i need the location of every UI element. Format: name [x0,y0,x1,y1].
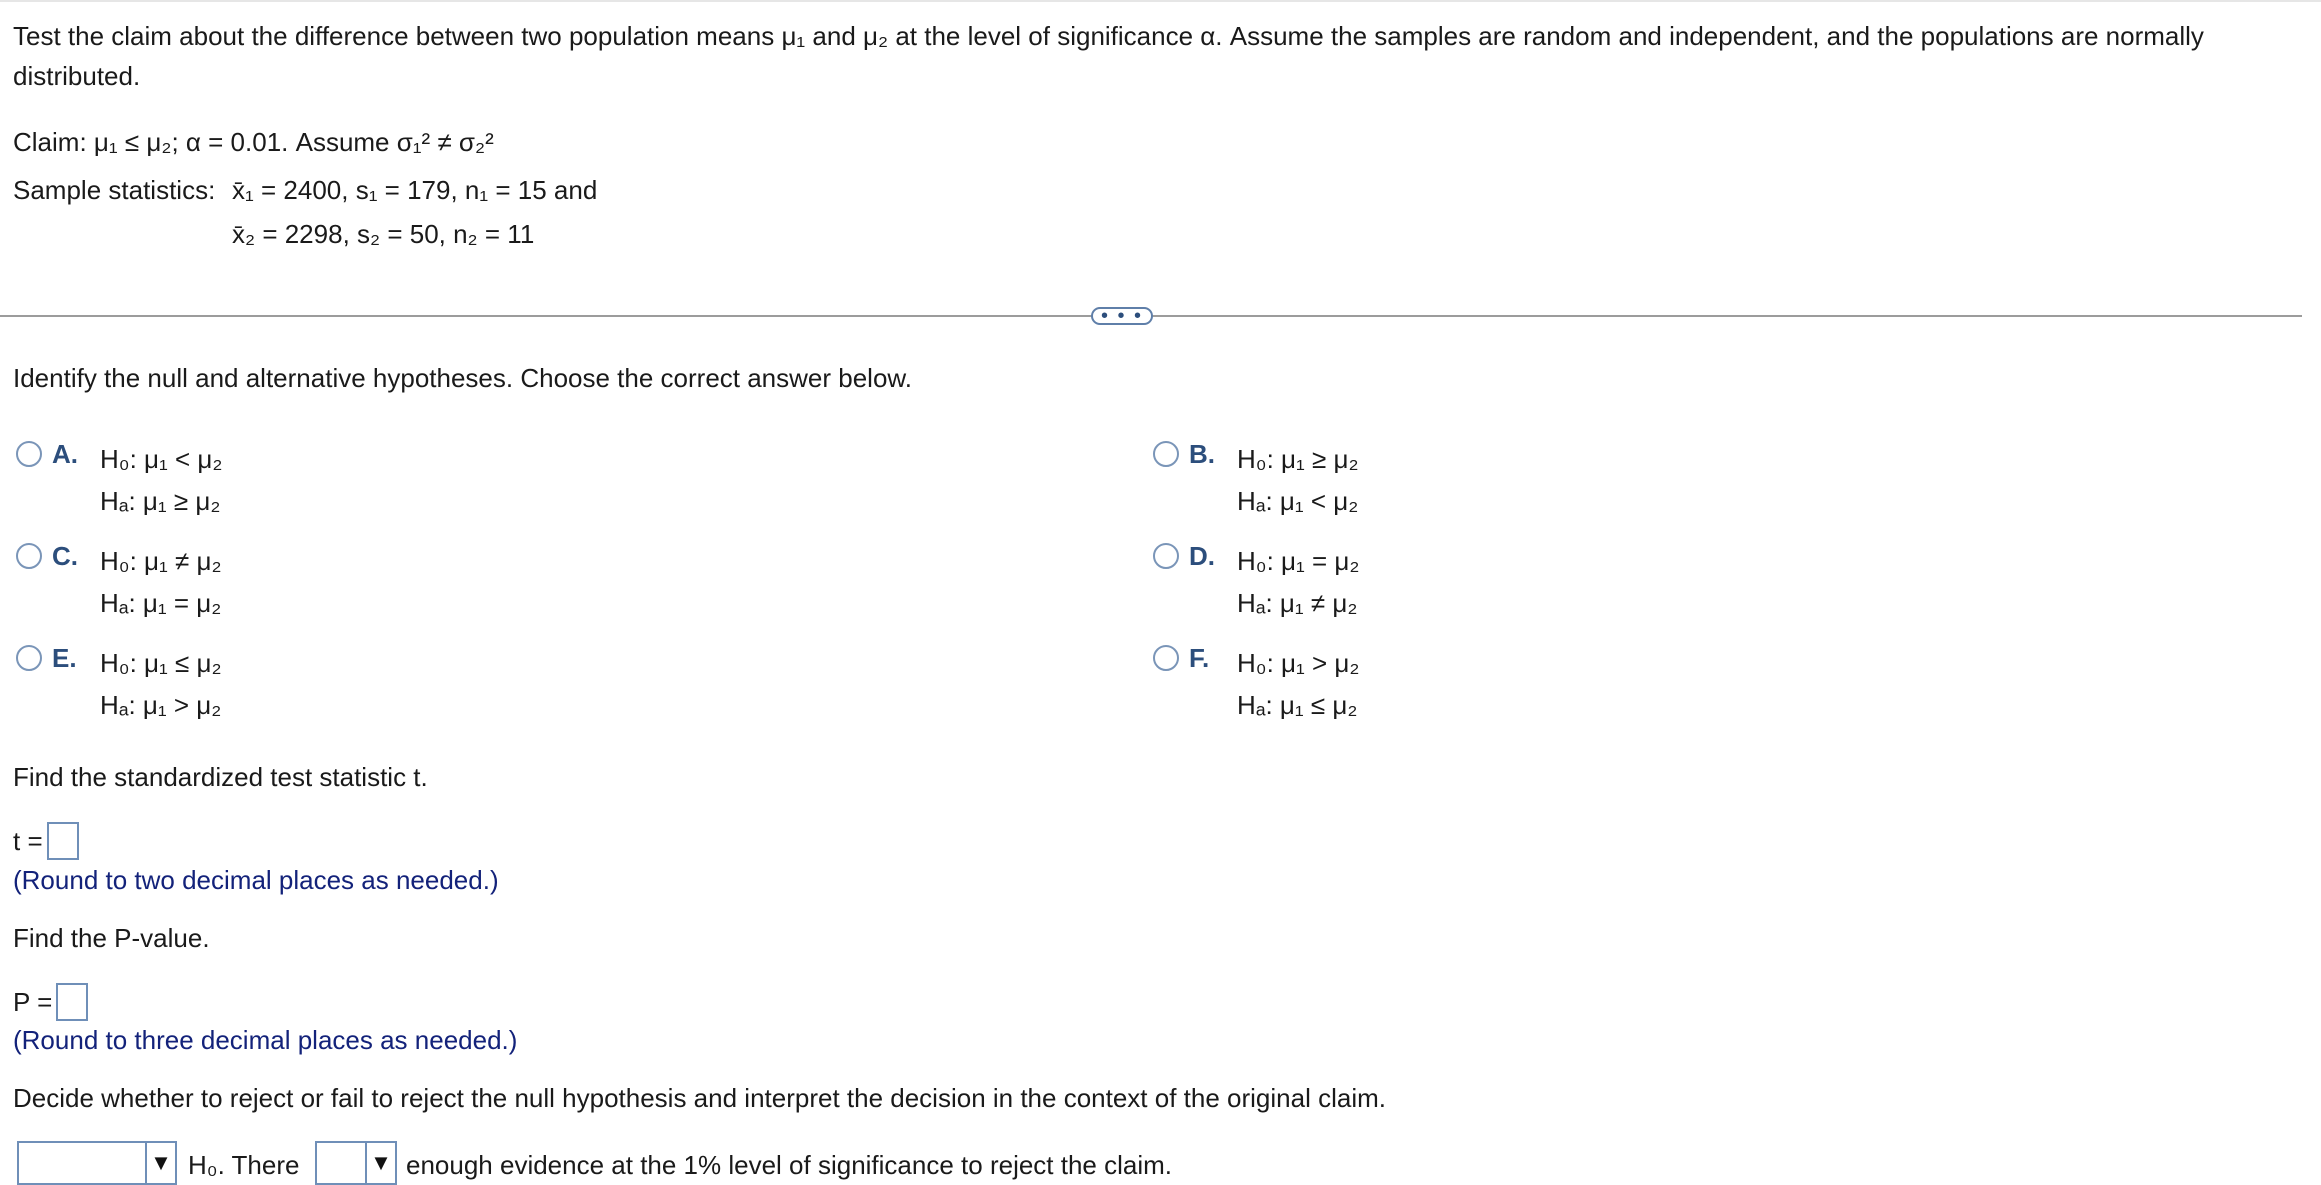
reject-decision-dropdown[interactable] [17,1141,177,1185]
option-b-letter: B. [1189,439,1215,469]
radio-option-e[interactable] [16,645,42,671]
option-d-null: H₀: μ₁ = μ₂ [1237,546,1360,576]
sample-stats-line2: x̄₂ = 2298, s₂ = 50, n₂ = 11 [232,219,535,249]
dropdown-arrow-icon: ▼ [365,1143,395,1183]
option-c-alt: Hₐ: μ₁ = μ₂ [100,588,222,618]
sample-stats-line1: x̄₁ = 2400, s₁ = 179, n₁ = 15 and [232,175,598,205]
t-label: t = [13,826,43,856]
option-a-alt: Hₐ: μ₁ ≥ μ₂ [100,486,221,516]
dropdown-arrow-icon: ▼ [145,1143,175,1183]
option-c-null: H₀: μ₁ ≠ μ₂ [100,546,222,576]
option-e-alt: Hₐ: μ₁ > μ₂ [100,690,222,720]
option-d-letter: D. [1189,541,1215,571]
option-c-letter: C. [52,541,78,571]
option-e-null: H₀: μ₁ ≤ μ₂ [100,648,222,678]
p-value-prompt: Find the P-value. [13,923,210,953]
test-statistic-prompt: Find the standardized test statistic t. [13,762,428,792]
option-f-null: H₀: μ₁ > μ₂ [1237,648,1360,678]
decision-prompt: Decide whether to reject or fail to reject the null hypothesis and interpret the decision in the context of the original claim. [13,1083,1386,1113]
option-f-alt: Hₐ: μ₁ ≤ μ₂ [1237,690,1358,720]
option-e-letter: E. [52,643,77,673]
radio-option-d[interactable] [1153,543,1179,569]
t-answer-input[interactable] [47,822,79,860]
t-round-hint: (Round to two decimal places as needed.) [13,865,499,895]
radio-option-c[interactable] [16,543,42,569]
problem-intro-line2: distributed. [13,61,141,91]
decision-text-end: enough evidence at the 1% level of significance to reject the claim. [406,1150,1173,1180]
option-b-alt: Hₐ: μ₁ < μ₂ [1237,486,1359,516]
decision-text-mid: H₀. There [188,1150,300,1180]
expand-more-button[interactable]: • • • [1091,307,1153,325]
hypotheses-prompt: Identify the null and alternative hypotheses. Choose the correct answer below. [13,363,912,393]
option-a[interactable] [16,438,222,522]
radio-option-a[interactable] [16,441,42,467]
p-label: P = [13,987,53,1017]
option-d[interactable] [1153,540,1359,624]
option-a-letter: A. [52,439,78,469]
option-f[interactable] [1153,642,1359,726]
p-value-row [13,983,88,1021]
radio-option-b[interactable] [1153,441,1179,467]
option-f-letter: F. [1189,643,1210,673]
p-round-hint: (Round to three decimal places as needed.) [13,1025,518,1055]
option-b-null: H₀: μ₁ ≥ μ₂ [1237,444,1359,474]
evidence-dropdown[interactable] [315,1141,397,1185]
radio-option-f[interactable] [1153,645,1179,671]
problem-intro-line1: Test the claim about the difference between two population means μ₁ and μ₂ at the level of significance α. Assume the samples are random and independent, and the populations are normally [13,21,2204,51]
top-border [0,0,2321,2]
option-c[interactable] [16,540,222,624]
p-answer-input[interactable] [56,983,88,1021]
option-b[interactable] [1153,438,1359,522]
option-a-null: H₀: μ₁ < μ₂ [100,444,223,474]
test-statistic-row [13,822,79,860]
option-e[interactable] [16,642,222,726]
option-d-alt: Hₐ: μ₁ ≠ μ₂ [1237,588,1358,618]
claim-text: Claim: μ₁ ≤ μ₂; α = 0.01. Assume σ₁² ≠ σ₂² [13,127,494,157]
sample-stats-label: Sample statistics: [13,175,216,205]
